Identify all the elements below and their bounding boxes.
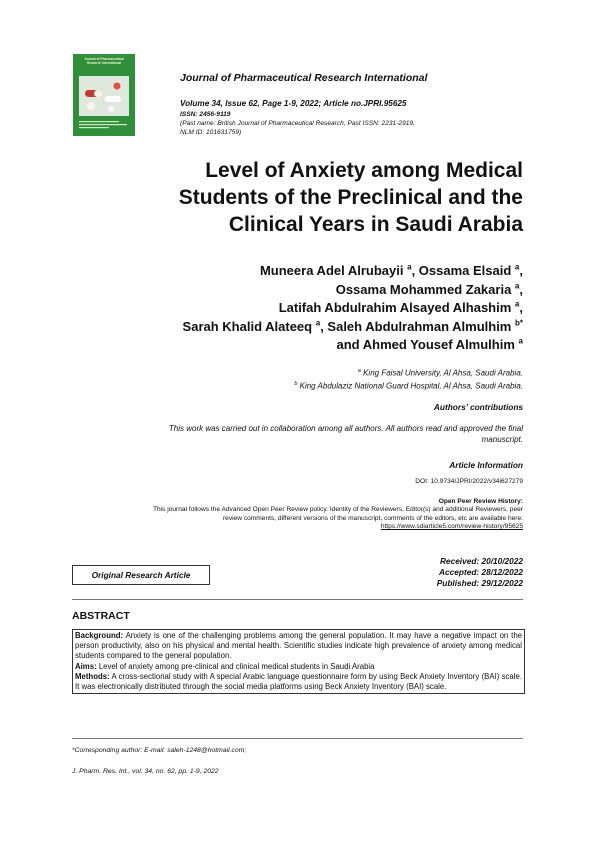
affiliation-text: King Faisal University, Al Ahsa, Saudi Arabia. — [363, 368, 523, 378]
author-name: Ossama Elsaid — [418, 263, 512, 278]
corresponding-author: *Corresponding author: E-mail: saleh-1248@hotmail.com; — [72, 747, 247, 754]
abstract-text: A cross-sectional study with A special Arabic language questionnaire form by using Beck Anxiety Inventory (BAI) scale. It was electronically distributed through the social media platforms using Beck Anxiety Inventory (BAI) scale. — [75, 671, 522, 692]
volume-info: Volume 34, Issue 62, Page 1-9, 2022; Article no.JPRI.95625 — [180, 99, 407, 108]
citation: J. Pharm. Res. Int., vol. 34, no. 62, pp. 1-9, 2022 — [72, 768, 219, 775]
abstract-text: Anxiety is one of the challenging problems among the general population. It may have a negative impact on the person productivity, also on his physical and mental health. Scientific studies indicate high prevalence of anxiety among medical students compared to the general population. — [75, 631, 522, 661]
author-affil-mark: a — [514, 281, 520, 291]
review-history-link[interactable]: https://www.sdiarticle5.com/review-history/95625 — [380, 523, 523, 530]
abstract-label: Methods: — [75, 671, 110, 681]
journal-cover-image — [73, 54, 135, 136]
issn: ISSN: 2456-9119 — [180, 111, 231, 118]
peer-review-text — [53, 506, 523, 532]
divider — [72, 599, 523, 600]
cover-title-line: Research International — [86, 60, 122, 65]
author-line — [53, 281, 523, 300]
title-line: Clinical Years in Saudi Arabia — [228, 213, 523, 236]
abstract-heading: ABSTRACT — [72, 610, 130, 622]
author-list — [53, 262, 523, 355]
article-type-box: Original Research Article — [72, 565, 210, 585]
contributions-line: This work was carried out in collaboration among all authors. All authors read and approved the final — [168, 424, 523, 433]
author-line — [53, 299, 523, 318]
affiliation-text: King Abdulaziz National Guard Hospital, Al Ahsa, Saudi Arabia. — [299, 381, 523, 391]
contributions-heading: Authors’ contributions — [433, 402, 523, 412]
author-name: Latifah Abdulrahim Alsayed Alhashim — [278, 300, 512, 315]
author-separator: , — [519, 300, 523, 315]
affiliation-mark: b — [294, 381, 298, 388]
published-date: Published: 29/12/2022 — [436, 578, 523, 588]
affiliation-mark: a — [357, 368, 361, 374]
doi: DOI: 10.9734/JPRI/2022/v34i627279 — [415, 478, 523, 485]
affiliation — [123, 366, 523, 379]
abstract-label: Background: — [75, 631, 124, 640]
accepted-date: Accepted: 28/12/2022 — [439, 567, 523, 577]
peer-review-line: review comments, different versions of the manuscript, comments of the editors, etc are available here: — [222, 514, 523, 522]
title-line: Students of the Preclinical and the — [178, 186, 523, 209]
journal-title: Journal of Pharmaceutical Research International — [180, 72, 428, 84]
peer-review-heading: Open Peer Review History: — [438, 498, 523, 505]
author-separator: , — [320, 318, 328, 334]
cover-text-lines — [77, 120, 131, 132]
article-info-heading: Article Information — [449, 460, 523, 470]
received-date: Received: 20/10/2022 — [439, 556, 523, 566]
author-separator: , — [519, 263, 523, 278]
author-affil-mark: a — [514, 262, 520, 272]
past-name-note — [180, 120, 480, 137]
author-name: Muneera Adel Alrubayii — [259, 263, 404, 278]
abstract-methods — [75, 672, 522, 692]
author-affil-mark: a — [407, 262, 412, 272]
affiliation — [123, 379, 523, 392]
author-line — [53, 262, 523, 281]
abstract-background — [75, 631, 522, 662]
peer-review-line: This journal follows the Advanced Open Peer Review policy. Identity of the Reviewers, Editor(s) and additional Reviewers, peer — [152, 506, 523, 513]
cover-title — [76, 58, 132, 66]
affiliations — [123, 366, 523, 392]
author-separator: , — [411, 263, 419, 278]
author-line — [53, 336, 523, 355]
paper-title — [103, 157, 523, 238]
author-separator: , — [519, 281, 523, 297]
cover-title-line: Journal of Pharmaceutical — [84, 57, 124, 61]
abstract-text: Level of anxiety among pre-clinical and clinical medical students in Saudi Arabia — [96, 661, 375, 671]
contributions-text — [75, 423, 523, 445]
author-affil-mark: a — [518, 336, 523, 346]
past-name-line: (Past name: British Journal of Pharmaceutical Research, Past ISSN: 2231-2919, — [180, 120, 415, 127]
past-name-line: NLM ID: 101631759) — [180, 128, 242, 136]
author-name: Ossama Mohammed Zakaria — [335, 281, 512, 297]
author-name: Sarah Khalid Alateeq — [182, 318, 313, 334]
author-name: Saleh Abdulrahman Almulhim — [327, 318, 512, 334]
footnote-divider — [72, 738, 523, 739]
pills-illustration — [79, 76, 129, 116]
article-dates — [437, 556, 523, 589]
abstract-label: Aims: — [75, 661, 97, 671]
author-name: and Ahmed Yousef Almulhim — [336, 337, 515, 352]
abstract-aims — [75, 662, 522, 672]
abstract-box — [72, 629, 525, 694]
author-affil-mark: a — [514, 299, 520, 309]
author-affil-mark: b* — [515, 318, 523, 328]
author-line — [53, 318, 523, 337]
contributions-line: manuscript. — [481, 435, 523, 444]
title-line: Level of Anxiety among Medical — [205, 159, 523, 182]
author-affil-mark: a — [315, 318, 321, 328]
